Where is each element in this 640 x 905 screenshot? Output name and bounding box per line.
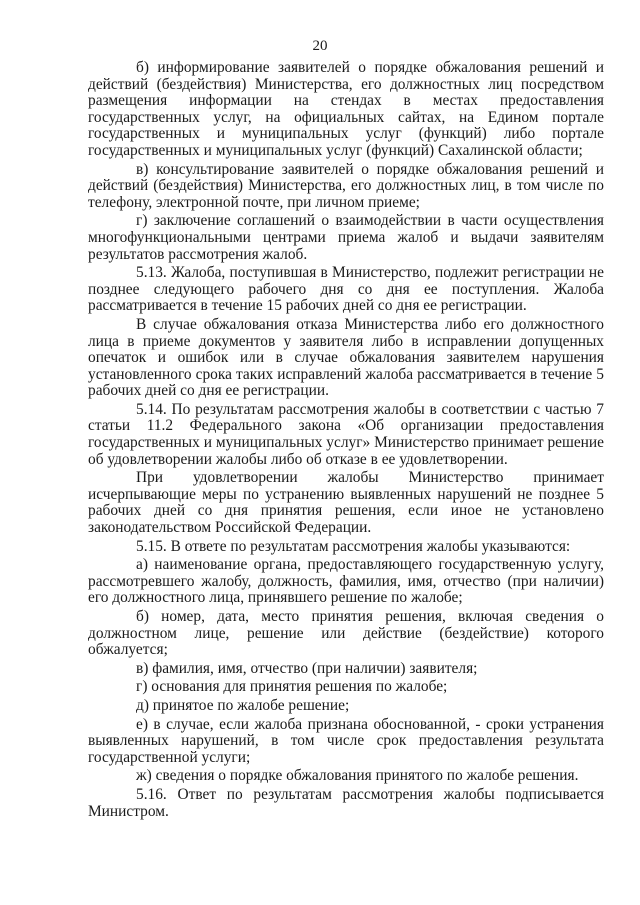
paragraph-b-informing: б) информирование заявителей о порядке обжалования решений и действий (бездействия) Министерства, его должностных лиц посредством размещения информации на стендах в местах предоставления государственных услуг, на официальных сайтах, на Едином портале государственных и муниципальных услуг (функций) либо портале государственных и муниципальных услуг (функций) Сахалинской области;	[88, 59, 604, 159]
paragraph-e-deadlines: е) в случае, если жалоба признана обоснованной, - сроки устранения выявленных нарушений, в том числе срок предоставления результата государственной услуги;	[88, 715, 604, 766]
paragraph-g-agreements: г) заключение соглашений о взаимодействии в части осуществления многофункциональными центрами приема жалоб и выдачи заявителям результатов рассмотрения жалоб.	[88, 212, 604, 263]
paragraph-g-grounds: г) основания для принятия решения по жалобе;	[136, 678, 448, 696]
paragraph-5-14: 5.14. По результатам рассмотрения жалобы в соответствии с частью 7 статьи 11.2 Федерального закона «Об организации предоставления государственных и муниципальных услуг» Министерство принимает решение об удовлетворении жалобы либо об отказе в ее удовлетворении.	[88, 400, 604, 468]
paragraph-5-13: 5.13. Жалоба, поступившая в Министерство, подлежит регистрации не позднее следующего рабочего дня со дня ее поступления. Жалоба рассматривается в течение 15 рабочих дней со дня ее регистрации.	[88, 264, 604, 315]
paragraph-5-15: 5.15. В ответе по результатам рассмотрения жалобы указываются:	[136, 537, 571, 555]
document-body	[88, 60, 604, 822]
paragraph-a-authority: а) наименование органа, предоставляющего государственную услугу, рассмотревшего жалобу, должность, фамилия, имя, отчество (при наличии) его должностного лица, принявшего решение по жалобе;	[88, 556, 604, 607]
paragraph-d-decision: д) принятое по жалобе решение;	[136, 696, 350, 714]
paragraph-zh-appeal-procedure: ж) сведения о порядке обжалования принятого по жалобе решения.	[136, 767, 579, 785]
paragraph-5-16: 5.16. Ответ по результатам рассмотрения жалобы подписывается Министром.	[88, 785, 604, 820]
paragraph-satisfaction: При удовлетворении жалобы Министерство принимает исчерпывающие меры по устранению выявленных нарушений не позднее 5 рабочих дней со дня принятия решения, если иное не установлено законодательством Российской Федерации.	[88, 469, 604, 537]
paragraph-v-applicant-name: в) фамилия, имя, отчество (при наличии) заявителя;	[136, 659, 478, 677]
page-number: 20	[312, 38, 328, 54]
paragraph-refusal-appeal: В случае обжалования отказа Министерства либо его должностного лица в приеме документов у заявителя либо в исправлении допущенных опечаток и ошибок или в случае обжалования заявителем нарушения установленного срока таких исправлений жалоба рассматривается в течение 5 рабочих дней со дня ее регистрации.	[88, 315, 604, 400]
paragraph-v-consulting: в) консультирование заявителей о порядке обжалования решений и действий (бездействия) Министерства, его должностных лиц, в том числе по телефону, электронной почте, при личном приеме;	[88, 160, 604, 211]
paragraph-b-decision-details: б) номер, дата, место принятия решения, включая сведения о должностном лице, решение или действие (бездействие) которого обжалуется;	[88, 608, 604, 659]
